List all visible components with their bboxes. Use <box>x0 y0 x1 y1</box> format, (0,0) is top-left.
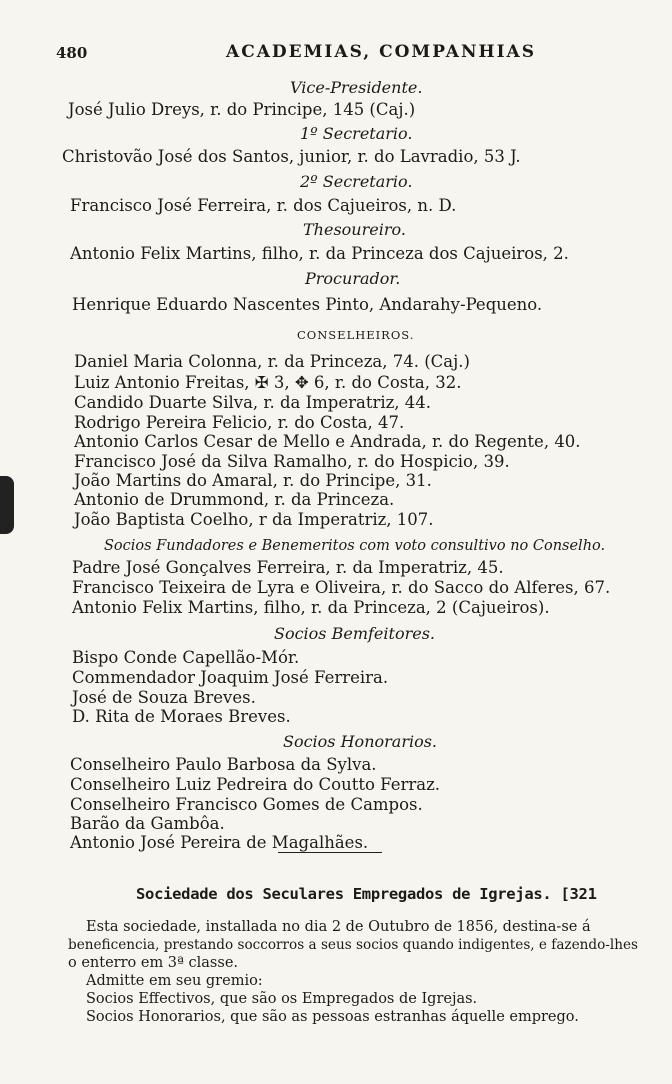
list-item: Luiz Antonio Freitas, ✠ 3, ✥ 6, r. do Costa, 32. <box>74 373 462 392</box>
paragraph-line: Admitte em seu gremio: <box>86 973 263 989</box>
list-item: Daniel Maria Colonna, r. da Princeza, 74. (Caj.) <box>74 352 470 371</box>
role-secretario2: 2º Secretario. <box>300 172 413 191</box>
paragraph-line: Socios Honorarios, que são as pessoas estranhas áquelle emprego. <box>86 1009 579 1025</box>
binding-ornament <box>0 476 14 534</box>
section-socios-fundadores: Socios Fundadores e Benemeritos com voto consultivo no Conselho. <box>104 538 606 554</box>
list-item: D. Rita de Moraes Breves. <box>72 707 291 726</box>
running-title: ACADEMIAS, COMPANHIAS <box>226 42 536 62</box>
list-item: Antonio José Pereira de Magalhães. <box>70 833 369 852</box>
page-number: 480 <box>56 44 88 62</box>
officer-secretario1: Christovão José dos Santos, junior, r. do Lavradio, 53 J. <box>62 147 521 166</box>
role-procurador: Procurador. <box>305 269 401 288</box>
list-item: Antonio Felix Martins, filho, r. da Princeza, 2 (Cajueiros). <box>72 598 550 617</box>
list-item: Antonio Carlos Cesar de Mello e Andrada, r. do Regente, 40. <box>74 432 581 451</box>
list-item: João Martins do Amaral, r. do Principe, 31. <box>74 471 432 490</box>
list-item: Candido Duarte Silva, r. da Imperatriz, 44. <box>74 393 432 412</box>
list-item: Barão da Gambôa. <box>70 814 225 833</box>
role-thesoureiro: Thesoureiro. <box>303 220 406 239</box>
list-item: Francisco Teixeira de Lyra e Oliveira, r. do Sacco do Alferes, 67. <box>72 578 611 597</box>
paragraph-line: Esta sociedade, installada no dia 2 de Outubro de 1856, destina-se á <box>86 919 591 935</box>
sociedade-heading: Sociedade dos Seculares Empregados de Igrejas. [321 <box>136 885 597 903</box>
officer-vice-presidente: José Julio Dreys, r. do Principe, 145 (Caj.) <box>68 100 416 119</box>
paragraph-line: Socios Effectivos, que são os Empregados de Igrejas. <box>86 991 478 1007</box>
list-item: Commendador Joaquim José Ferreira. <box>72 668 389 687</box>
section-socios-honorarios: Socios Honorarios. <box>283 732 438 751</box>
list-item: Bispo Conde Capellão-Mór. <box>72 648 300 667</box>
list-item: Francisco José da Silva Ramalho, r. do Hospicio, 39. <box>74 452 510 471</box>
list-item: Rodrigo Pereira Felicio, r. do Costa, 47. <box>74 413 405 432</box>
list-item: Padre José Gonçalves Ferreira, r. da Imperatriz, 45. <box>72 558 504 577</box>
list-item: Conselheiro Luiz Pedreira do Coutto Ferraz. <box>70 775 441 794</box>
list-item: Antonio de Drummond, r. da Princeza. <box>74 490 395 509</box>
officer-thesoureiro: Antonio Felix Martins, filho, r. da Princeza dos Cajueiros, 2. <box>70 244 569 263</box>
paragraph-line: beneficencia, prestando soccorros a seus socios quando indigentes, e fazendo-lhes <box>68 937 639 953</box>
section-divider <box>278 852 382 853</box>
role-secretario1: 1º Secretario. <box>300 124 413 143</box>
list-item: Conselheiro Paulo Barbosa da Sylva. <box>70 755 377 774</box>
list-item: José de Souza Breves. <box>72 688 256 707</box>
role-vice-presidente: Vice-Presidente. <box>290 78 423 97</box>
list-item: João Baptista Coelho, r da Imperatriz, 107. <box>74 510 434 529</box>
officer-secretario2: Francisco José Ferreira, r. dos Cajueiros, n. D. <box>70 196 457 215</box>
page-header <box>56 42 616 68</box>
section-socios-bemfeitores: Socios Bemfeitores. <box>274 624 435 643</box>
officer-procurador: Henrique Eduardo Nascentes Pinto, Andarahy-Pequeno. <box>72 295 543 314</box>
paragraph-line: o enterro em 3ª classe. <box>68 955 239 971</box>
section-conselheiros: CONSELHEIROS. <box>297 328 415 342</box>
list-item: Conselheiro Francisco Gomes de Campos. <box>70 795 423 814</box>
